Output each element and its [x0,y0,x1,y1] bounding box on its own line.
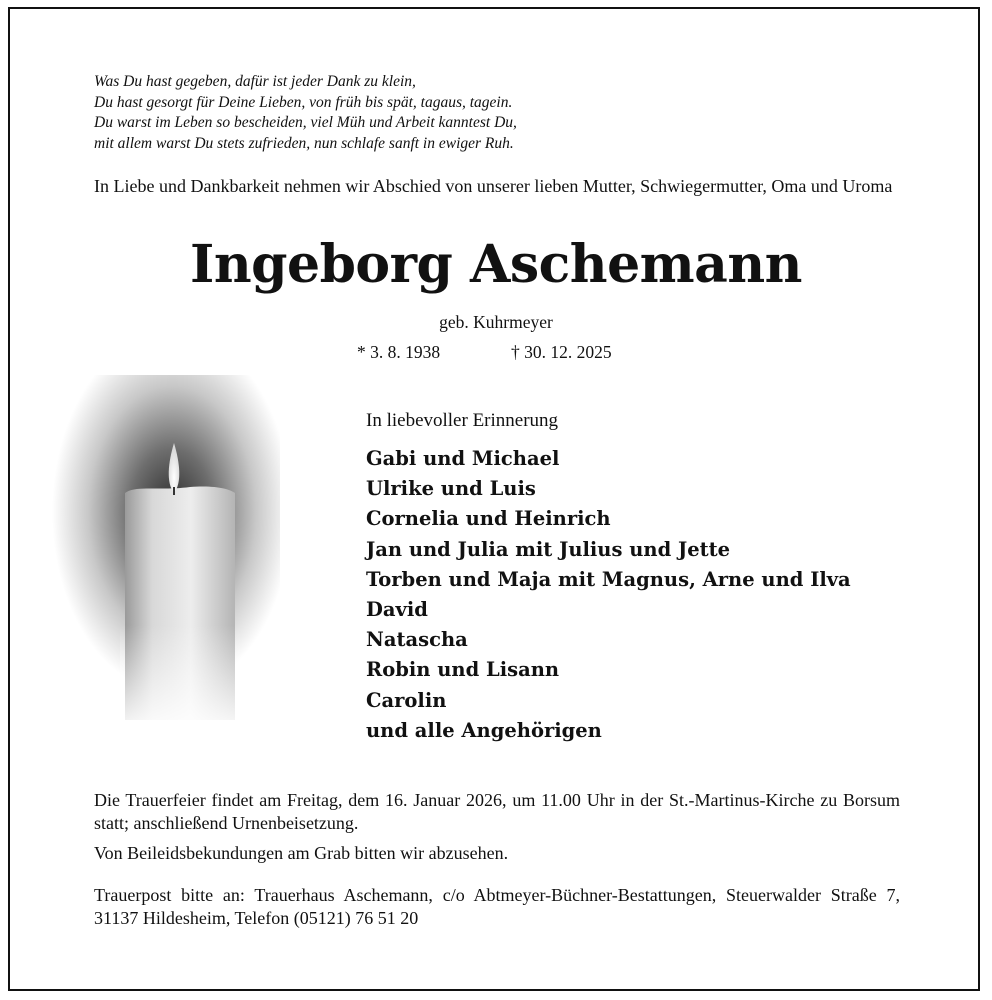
mourner-entry: Carolin [366,688,447,712]
birth-name: geb. Kuhrmeyer [439,312,553,332]
intro-text: In Liebe und Dankbarkeit nehmen wir Abschied von unserer lieben Mutter, Schwiegermutter, Oma und Uroma [94,176,893,196]
mourners-list [366,444,851,746]
funeral-info: Die Trauerfeier findet am Freitag, dem 16. Januar 2026, um 11.00 Uhr in der St.-Martinus-Kirche zu Borsum statt; anschließend Urnenbeisetzung. [94,790,900,833]
death-date: † 30. 12. 2025 [511,342,612,362]
deceased-name: Ingeborg Aschemann [190,234,802,295]
candle-icon [40,375,280,735]
poem-line: Du warst im Leben so bescheiden, viel Müh und Arbeit kanntest Du, [94,114,517,132]
condolence-note: Von Beileidsbekundungen am Grab bitten wir abzusehen. [94,843,509,863]
poem [94,72,734,154]
mourner-entry: Ulrike und Luis [366,477,536,501]
mourner-entry: Robin und Lisann [366,658,560,682]
mail-address: Trauerpost bitte an: Trauerhaus Aschemann, c/o Abtmeyer-Büchner-Bestattungen, Steuerwalder Straße 7, 31137 Hildesheim, Telefon (05121) 76 51 20 [94,885,900,928]
poem-line: mit allem warst Du stets zufrieden, nun schlafe sanft in ewiger Ruh. [94,134,514,152]
mourner-entry: Torben und Maja mit Magnus, Arne und Ilva [366,567,851,591]
mourner-entry: und alle Angehörigen [366,718,602,742]
poem-line: Du hast gesorgt für Deine Lieben, von früh bis spät, tagaus, tagein. [94,93,513,111]
memory-line: In liebevoller Erinnerung [366,410,559,431]
mourner-entry: Jan und Julia mit Julius und Jette [366,537,731,561]
mourner-entry: Gabi und Michael [366,447,560,470]
mourner-entry: Cornelia und Heinrich [366,507,611,531]
mourner-entry: Natascha [366,628,468,652]
poem-line: Was Du hast gegeben, dafür ist jeder Dank zu klein, [94,73,416,90]
mourner-entry: David [366,597,428,621]
birth-date: * 3. 8. 1938 [357,342,441,362]
